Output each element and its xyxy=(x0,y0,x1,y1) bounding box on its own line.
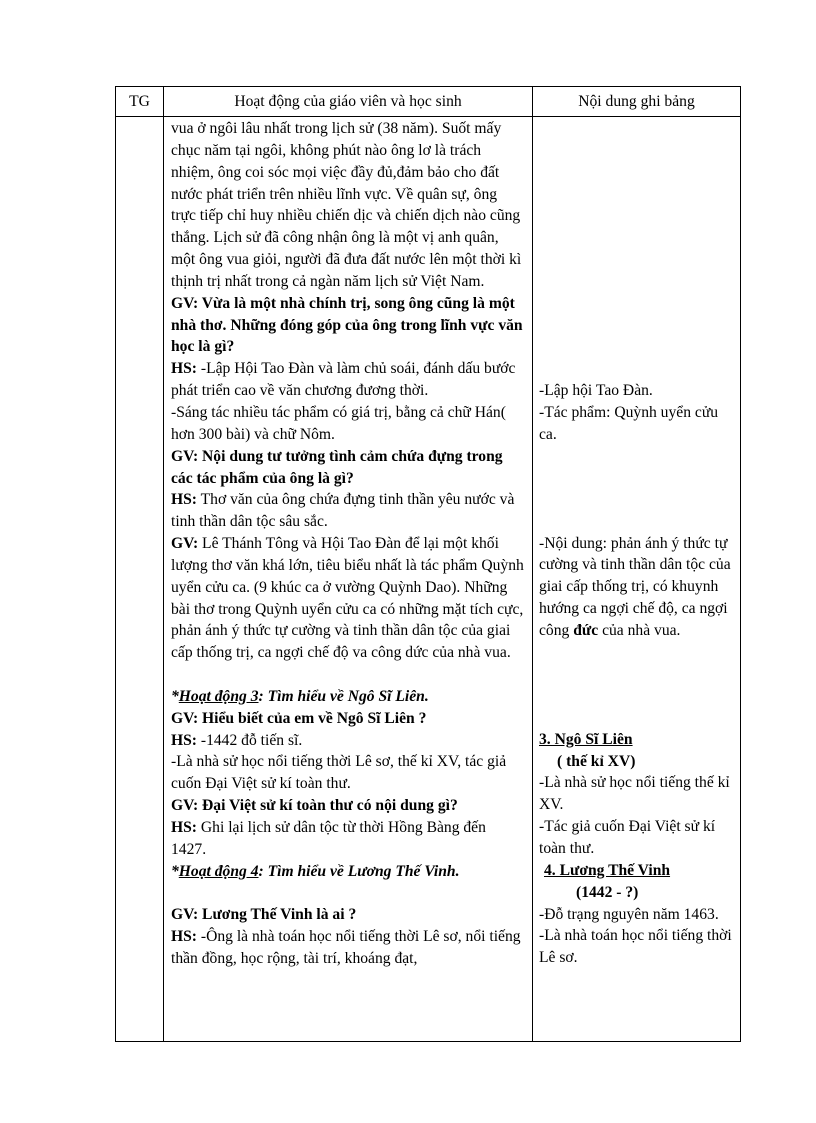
activity-cell xyxy=(164,117,533,1042)
section-3-subtitle: ( thế kỉ XV) xyxy=(557,752,636,770)
hs-answer-text: -Ông là nhà toán học nổi tiếng thời Lê sơ, nổi tiếng thần đồng, học rộng, tài trí, khoáng đạt, xyxy=(171,928,521,968)
activity-4-heading: *Hoạt động 4: Tìm hiểu về Lương Thế Vinh. xyxy=(171,862,460,880)
section-3-title: 3. Ngô Sĩ Liên xyxy=(539,730,633,748)
activity-4-rest: : Tìm hiểu về Lương Thế Vinh. xyxy=(258,862,460,880)
board-note-work: -Tác phẩm: Quỳnh uyển cửu ca. xyxy=(539,403,719,443)
gv-question-content: GV: Nội dung tư tưởng tình cảm chứa đựng trong các tác phẩm của ông là gì? xyxy=(171,447,503,487)
hs-answer-literature xyxy=(171,358,524,402)
board-note-content: -Nội dung: phản ánh ý thức tự cường và tinh thần dân tộc của giai cấp thống trị, có khuynh hướng ca ngợi chế độ, ca ngợi công đức của nhà vua. xyxy=(539,534,731,639)
gv-question-ngo-si-lien: GV: Hiểu biết của em về Ngô Sĩ Liên ? xyxy=(171,709,427,727)
hs-answer-text: -1442 đỗ tiến sĩ. xyxy=(197,731,303,749)
hs-label: HS: xyxy=(171,819,197,836)
activity-4-title: Hoạt động 4 xyxy=(178,862,259,880)
hs-answer-content xyxy=(171,489,524,533)
section-3-note-1: -Là nhà sử học nổi tiếng thế kỉ XV. xyxy=(539,774,730,814)
hs-label: HS: xyxy=(171,360,197,378)
hs-answer-text: Ghi lại lịch sử dân tộc từ thời Hồng Bàng đến 1427. xyxy=(171,819,486,858)
header-time: TG xyxy=(116,87,164,117)
gv-question-dai-viet: GV: Đại Việt sử kí toàn thư có nội dung gì? xyxy=(171,797,458,815)
hs-answer-dai-viet xyxy=(171,817,524,861)
hs-label: HS: xyxy=(171,928,197,946)
hs-answer-text: Thơ văn của ông chứa đựng tinh thần yêu nước và tinh thần dân tộc sâu sắc. xyxy=(171,491,515,531)
time-cell xyxy=(116,117,164,1042)
gv-question-literature: GV: Vừa là một nhà chính trị, song ông cũng là một nhà thơ. Những đóng góp của ông trong lĩnh vực văn học là gì? xyxy=(171,294,523,356)
gv-question-luong-the-vinh: GV: Lương Thế Vinh là ai ? xyxy=(171,906,357,924)
hs-answer-luong-the-vinh xyxy=(171,926,524,970)
gv-explanation-text: Lê Thánh Tông và Hội Tao Đàn để lại một khối lượng thơ văn khá lớn, tiêu biểu nhất là tác phẩm Quỳnh uyển cửu ca. (9 khúc ca ở vường Quỳnh Dao). Những bài thơ trong Quỳnh uyển cửu ca có những mặt tích cực, phản ánh ý thức tự cường và tinh thần dân tộc của giai cấp thống trị, ca ngợi chế độ va công dức của nhà vua. xyxy=(171,535,524,662)
spacer xyxy=(539,118,734,380)
section-4-title: 4. Lương Thế Vinh xyxy=(544,861,671,879)
activity-intro: vua ở ngôi lâu nhất trong lịch sử (38 năm). Suốt mấy chục năm tại ngôi, không phút nào ông lơ là trách nhiệm, ông coi sóc mọi việc đầy đủ,đảm bảo cho đất nước phát triển trên nhiều lĩnh vực. Về quân sự, ông trực tiếp chỉ huy nhiều chiến dịc và chiến dịch nào cũng thắng. Lịch sử đã công nhận ông là một vị anh quân, một ông vua giỏi, người đã đưa đất nước lên một thời kì thịnh trị nhất trong cả ngàn năm lịch sử Việt Nam. xyxy=(171,120,522,290)
body-row xyxy=(116,117,741,1042)
hs-answer-literature-2: -Sáng tác nhiều tác phẩm có giá trị, bằng cả chữ Hán( hơn 300 bài) và chữ Nôm. xyxy=(171,403,506,443)
spacer xyxy=(539,446,734,533)
hs-answer-text: -Lập Hội Tao Đàn và làm chủ soái, đánh dấu bước phát triển cao về văn chương đương thời. xyxy=(171,360,516,400)
header-activity: Hoạt động của giáo viên và học sinh xyxy=(164,87,533,117)
spacer xyxy=(171,664,524,686)
activity-3-rest: : Tìm hiểu về Ngô Sĩ Liên. xyxy=(258,687,429,705)
gv-label: GV: xyxy=(171,535,199,553)
board-cell xyxy=(533,117,741,1042)
gv-explanation xyxy=(171,533,524,664)
hs-label: HS: xyxy=(171,731,197,749)
section-4-note-2: -Là nhà toán học nổi tiếng thời Lê sơ. xyxy=(539,927,732,967)
header-row xyxy=(116,87,741,117)
hs-answer-ngo-si-lien xyxy=(171,730,524,752)
spacer xyxy=(171,883,524,905)
activity-3-heading: *Hoạt động 3: Tìm hiểu về Ngô Sĩ Liên. xyxy=(171,687,429,705)
section-3-note-2: -Tác giả cuốn Đại Việt sử kí toàn thư. xyxy=(539,818,716,857)
activity-3-title: Hoạt động 3 xyxy=(178,687,259,705)
header-content: Nội dung ghi bảng xyxy=(533,87,741,117)
spacer xyxy=(539,642,734,729)
section-4-subtitle: (1442 - ?) xyxy=(576,883,639,901)
hs-answer-ngo-si-lien-2: -Là nhà sử học nổi tiếng thời Lê sơ, thế kỉ XV, tác giả cuốn Đại Việt sử kí toàn thư. xyxy=(171,753,507,793)
lesson-table xyxy=(115,86,741,1042)
board-note-tao-dan: -Lập hội Tao Đàn. xyxy=(539,382,653,399)
hs-label: HS: xyxy=(171,491,197,509)
section-4-note-1: -Đỗ trạng nguyên năm 1463. xyxy=(539,905,719,923)
